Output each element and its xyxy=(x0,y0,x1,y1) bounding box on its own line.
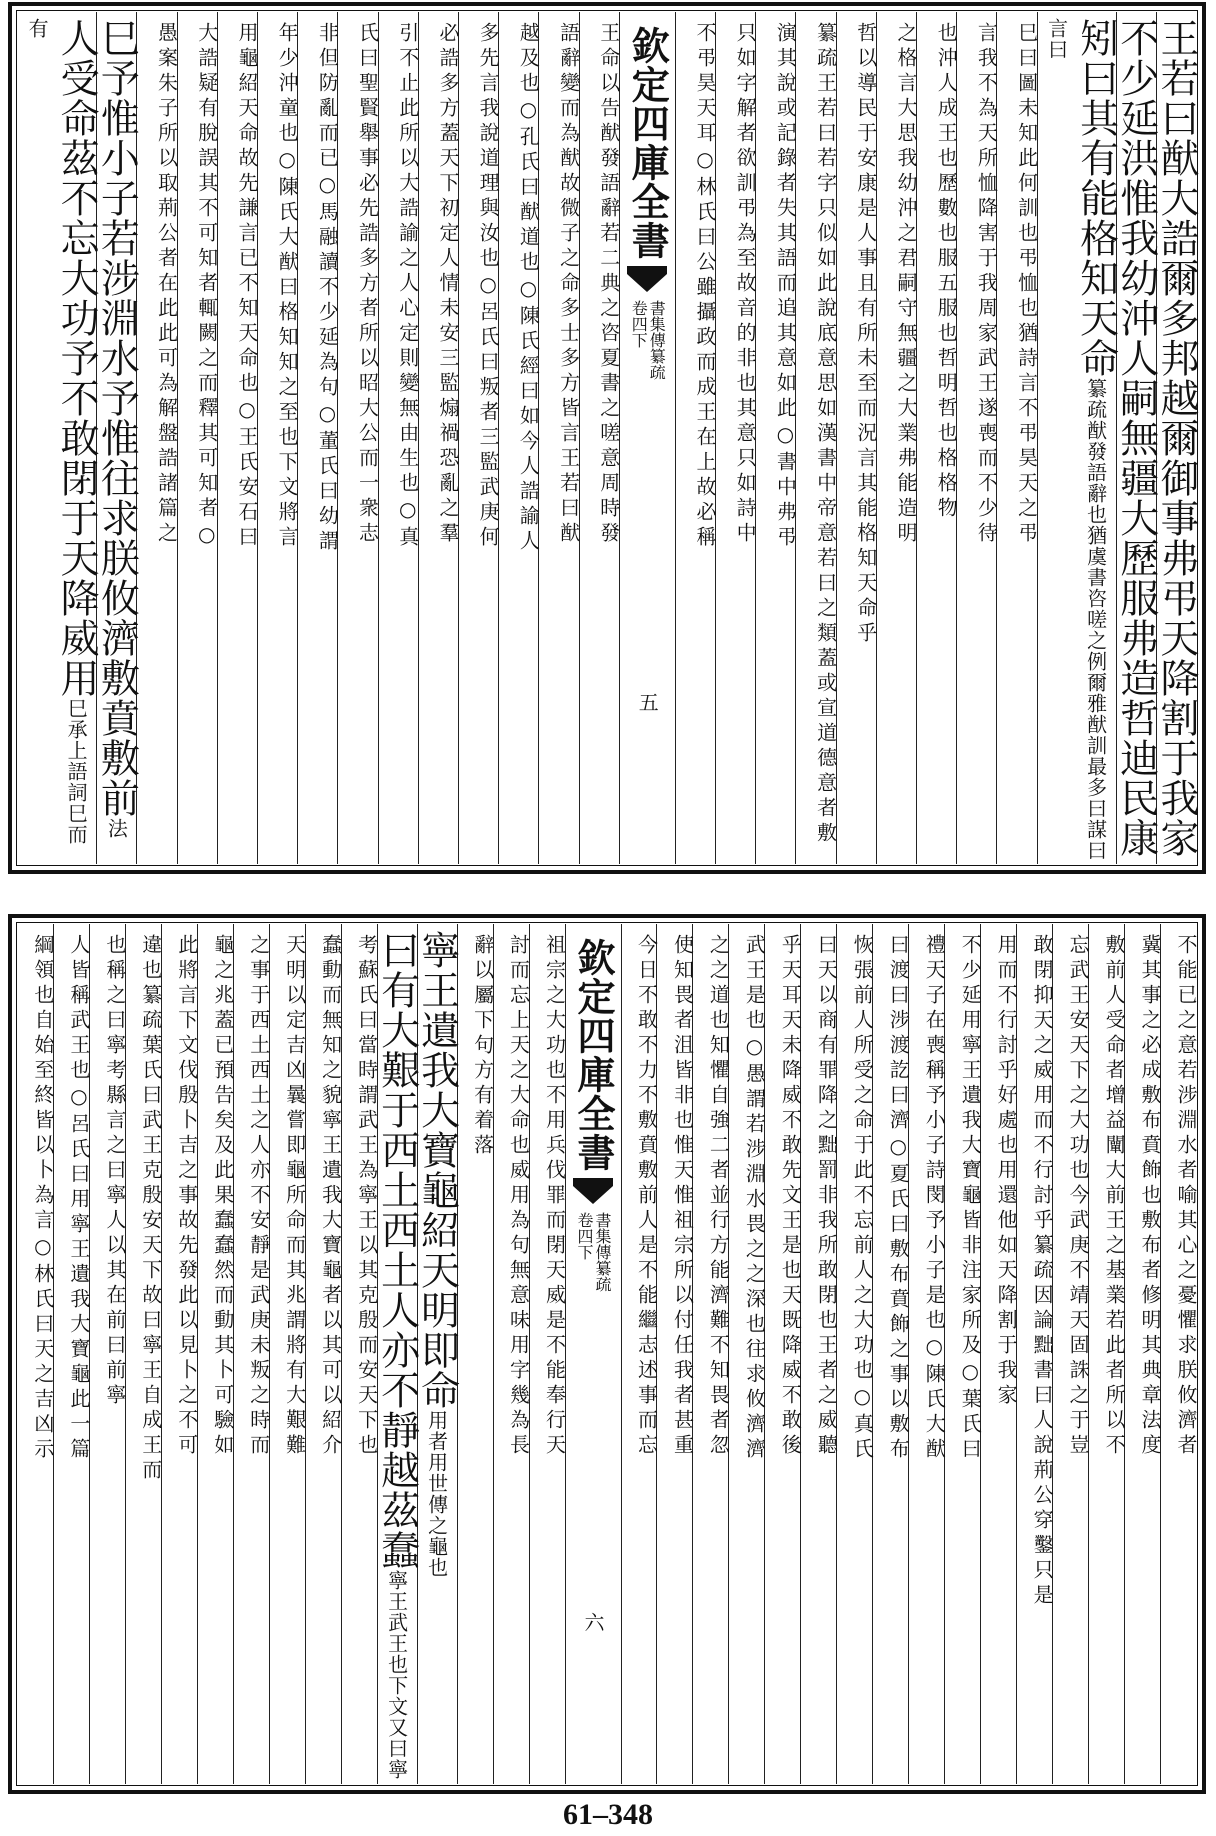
commentary-column: 忘武王安天下之大功也今武庚不靖天固誅之于豈 xyxy=(1052,924,1088,1784)
commentary-column: 越及也○孔氏曰猷道也○陳氏經曰如今人誥諭人 xyxy=(498,12,538,864)
commentary-text: 法 xyxy=(104,818,129,839)
commentary-column: 使知畏者沮皆非也惟天惟祖宗所以付任我者甚重 xyxy=(656,924,692,1784)
commentary-column: 敷前人受命者增益闡大前王之基業若此者所以不 xyxy=(1088,924,1124,1784)
main-text-column xyxy=(18,12,100,864)
library-title: 欽定四庫全書 xyxy=(625,26,671,260)
commentary-column: 大誥疑有脫誤其不可知者輒闕之而釋其可知者○ xyxy=(177,12,217,864)
commentary-column: 演其說或記錄者失其語而追其意如此○書中弗弔 xyxy=(755,12,795,864)
commentary-column: 龜之兆蓋已預告矣及此果蠢蠢然而動其卜可驗如 xyxy=(197,924,233,1784)
commentary-column: 也沖人成王也歷數也服五服也哲明哲也格格物 xyxy=(916,12,956,864)
commentary-column: 用而不行討乎好處也用還他如天降割于我家 xyxy=(980,924,1016,1784)
commentary-column: 愚案朱子所以取荊公者在此此可為解盤誥諸篇之 xyxy=(136,12,176,864)
top-page-panel xyxy=(8,2,1206,874)
book-name: 書集傳纂疏 xyxy=(593,1212,612,1292)
commentary-column: 祖宗之大功也不用兵伐罪而閉天威是不能奉行天 xyxy=(529,924,565,1784)
commentary-column: 人皆稱武王也○呂氏曰用寧王遺我大寶龜此一篇 xyxy=(53,924,89,1784)
commentary-column: 引不止此所以大誥諭之人心定則變無由生也○真 xyxy=(378,12,418,864)
commentary-column: 天明以定吉凶曩嘗即龜所命而其兆謂將有大艱難 xyxy=(269,924,305,1784)
commentary-column: 乎天耳天未降威不敢先文王是也天既降威不敢後 xyxy=(764,924,800,1784)
page-label: 61–348 xyxy=(563,1798,653,1831)
commentary-column: 言我不為天所恤降害于我周家武王遂喪而不少待 xyxy=(956,12,996,864)
commentary-column: 今日不敢不力不敷賁敷前人是不能繼志述事而忘 xyxy=(621,924,657,1784)
commentary-column: 恢張前人所受之命于此不忘前人之大功也○真氏 xyxy=(836,924,872,1784)
book-subtitle xyxy=(629,300,667,380)
commentary-column: 考蘇氏曰當時謂武王為寧王以其克殷而安天下也 xyxy=(341,924,377,1784)
commentary-column: 非但防亂而已○馬融讀不少延為句○董氏曰幼謂 xyxy=(297,12,337,864)
commentary-column: 之之道也知懼自強二者並行方能濟難不知畏者忽 xyxy=(692,924,728,1784)
book-name: 書集傳纂疏 xyxy=(647,300,667,380)
commentary-column: 用龜紹天命故先謙言已不知天命也○王氏安石曰 xyxy=(217,12,257,864)
commentary-column: 多先言我說道理與汝也○呂氏曰叛者三監武庚何 xyxy=(458,12,498,864)
commentary-column: 之事于西土西土之人亦不安靜是武庚未叛之時而 xyxy=(233,924,269,1784)
commentary-column: 禮天子在喪稱予小子詩閔予小子是也○陳氏大猷 xyxy=(908,924,944,1784)
main-text: 矧曰其有能格知天命 xyxy=(1073,18,1119,378)
commentary-column: 武王是也○愚謂若涉淵水畏之之深也往求攸濟濟 xyxy=(728,924,764,1784)
top-page-columns xyxy=(18,12,1199,864)
commentary-column: 只如字解者欲訓弔為至故音的非也其意只如詩中 xyxy=(715,12,755,864)
commentary-column: 此將言下文伐殷卜吉之事故先發此以見卜之不可 xyxy=(161,924,197,1784)
commentary-column: 蠢動而無知之貌寧王遺我大寶龜者以其可以紹介 xyxy=(305,924,341,1784)
main-text-column xyxy=(1037,12,1119,864)
fishtail-mark-icon xyxy=(573,1178,613,1204)
center-strip xyxy=(619,12,675,864)
commentary-column: 之格言大思我幼沖之君嗣守無疆之大業弗能造明 xyxy=(876,12,916,864)
commentary-column: 王命以告猷發語辭若二典之咨夏書之嗟意周時發 xyxy=(579,12,619,864)
library-title: 欽定四庫全書 xyxy=(571,938,616,1172)
main-text-column: 不少延洪惟我幼沖人嗣無疆大歷服弗造哲迪民康 xyxy=(1116,12,1156,864)
commentary-column: 纂疏王若曰若字只似如此說底意思如漢書中帝意若曰之類蓋或宣道德意者敷 xyxy=(795,12,835,864)
fishtail-mark-icon xyxy=(627,266,667,292)
center-strip xyxy=(565,924,621,1784)
commentary-column: 不少延用寧王遺我大寶龜皆非注家所及○葉氏曰 xyxy=(944,924,980,1784)
commentary-column: 辭以屬下句方有着落 xyxy=(457,924,493,1784)
commentary-column: 違也纂疏葉氏曰武王克殷安天下故曰寧王自成王而 xyxy=(125,924,161,1784)
commentary-column: 冀其事之必成敷布賁飾也敷布者修明其典章法度 xyxy=(1124,924,1160,1784)
commentary-text: 寧王武王也下文又曰寧 xyxy=(384,1570,409,1780)
commentary-column: 氏曰聖賢舉事必先誥多方者所以昭大公而一衆志 xyxy=(337,12,377,864)
commentary-column: 不弔昊天耳○林氏曰公雖攝政而成王在上故必稱 xyxy=(675,12,715,864)
volume-label: 卷四下 xyxy=(629,300,649,348)
bottom-page-panel xyxy=(8,914,1206,1794)
commentary-column: 必誥多方蓋天下初定人情未安三監煽禍恐亂之羣 xyxy=(418,12,458,864)
commentary-column: 曰渡曰涉渡訖曰濟○夏氏曰敷布賁飾之事以敷布 xyxy=(872,924,908,1784)
commentary-text: 用者用世傳之龜也 xyxy=(424,1410,449,1578)
commentary-column: 敢閉抑天之威用而不行討乎纂疏因論黜書曰人說荊公穿鑿只是 xyxy=(1016,924,1052,1784)
commentary-column: 語辭變而為猷故微子之命多士多方皆言王若曰猷 xyxy=(538,12,578,864)
main-text: 曰有大艱于西土西土人亦不靜越茲蠢 xyxy=(374,930,420,1570)
commentary-column: 也稱之曰寧考縣言之曰寧人以其在前曰前寧 xyxy=(89,924,125,1784)
main-text: 巳予惟小子若涉淵水予惟往求朕攸濟敷賁敷前 xyxy=(94,18,140,818)
commentary-column: 年少沖童也○陳氏大猷曰格知知之至也下文將言 xyxy=(257,12,297,864)
bottom-page-columns xyxy=(18,924,1196,1784)
commentary-column: 討而忘上天之大命也威用為句無意味用字幾為長 xyxy=(493,924,529,1784)
main-text-column xyxy=(374,924,420,1784)
commentary-column: 綱領也自始至終皆以卜為言○林氏曰天之吉凶示 xyxy=(30,934,55,1463)
main-text-column xyxy=(94,12,140,864)
main-text: 寧王遺我大寶龜紹天明即命 xyxy=(414,930,460,1410)
main-text-column xyxy=(414,924,460,1784)
folio-number: 六 xyxy=(581,1612,605,1634)
commentary-text: 纂疏猷發語辭也猶虞書咨嗟之例爾雅猷訓最多曰謀曰言曰 xyxy=(1044,18,1108,861)
commentary-column: 不能已之意若涉淵水者喻其心之憂懼求朕攸濟者 xyxy=(1160,924,1196,1784)
volume-label: 卷四下 xyxy=(575,1212,594,1260)
folio-number: 五 xyxy=(635,692,660,714)
book-subtitle xyxy=(576,1212,610,1292)
commentary-column: 巳曰圖未知此何訓也弔恤也猶詩言不弔昊天之弔 xyxy=(996,12,1036,864)
commentary-column: 哲以導民于安康是人事且有所未至而況言其能格知天命乎 xyxy=(836,12,876,864)
main-text-column: 王若曰猷大誥爾多邦越爾御事弗弔天降割于我家 xyxy=(1156,12,1196,864)
main-text: 人受命茲不忘大功予不敢閉于天降威用 xyxy=(54,18,100,698)
commentary-text: 巳承上語詞巳而有 xyxy=(25,18,89,845)
commentary-column: 曰天以商有罪降之黜罰非我所敢閉也王者之威聽 xyxy=(800,924,836,1784)
